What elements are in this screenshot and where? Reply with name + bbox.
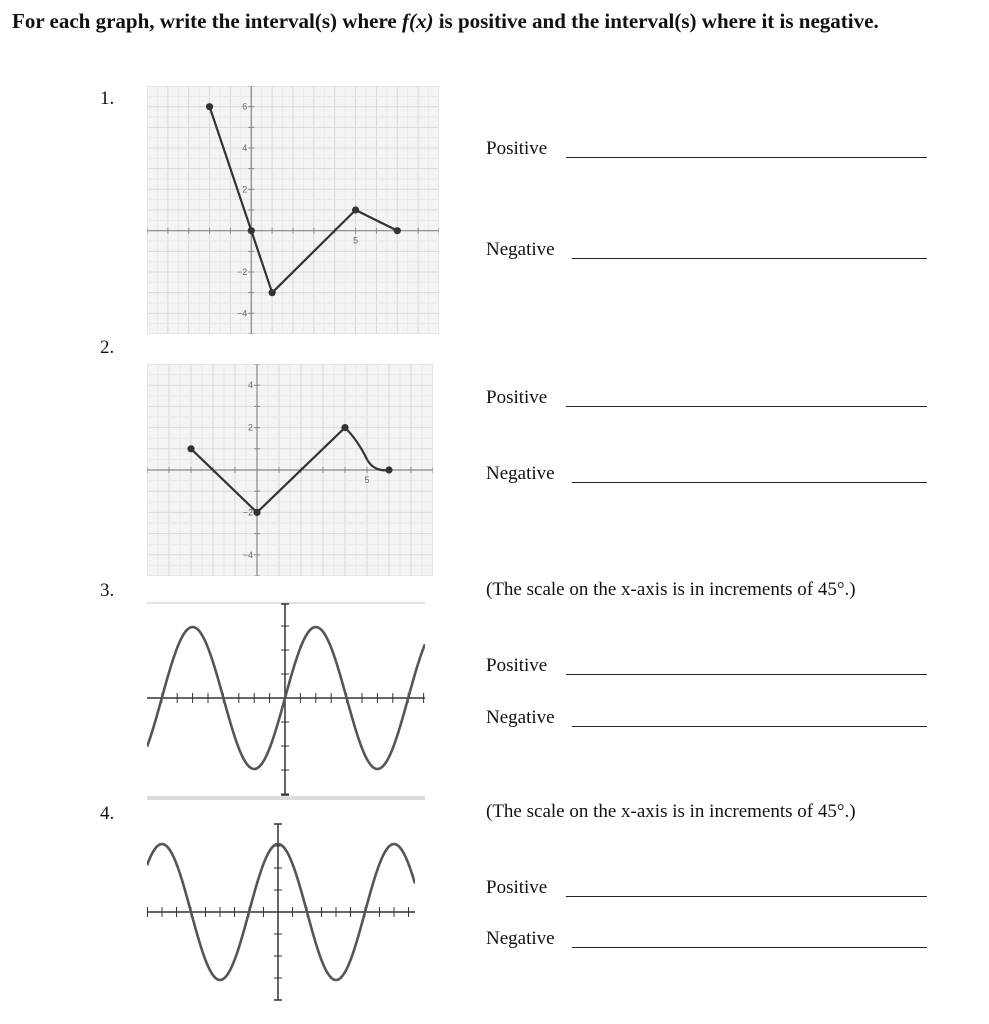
endpoint-dot — [341, 424, 348, 431]
graph-3 — [147, 602, 425, 800]
endpoint-dot — [248, 227, 255, 234]
endpoint-dot — [385, 466, 392, 473]
instructions: For each graph, write the interval(s) where f(x) is positive and the interval(s) where it is negative. — [12, 9, 879, 33]
q3-negative-answer-line[interactable] — [572, 726, 927, 727]
y-tick-label: 4 — [242, 143, 248, 153]
q3-scale-note: (The scale on the x-axis is in increments of 45°.) — [486, 579, 856, 600]
y-tick-label: 4 — [247, 380, 253, 391]
endpoint-dot — [352, 206, 359, 213]
y-tick-label: −2 — [242, 507, 253, 518]
y-tick-label: −4 — [237, 308, 248, 319]
q2-positive-label: Positive — [486, 387, 548, 408]
function-notation: f(x) — [401, 9, 434, 33]
graph-1 — [147, 86, 439, 334]
q4-positive-label: Positive — [486, 877, 548, 898]
y-tick-label: −2 — [237, 267, 248, 277]
endpoint-dot — [206, 103, 213, 110]
q3-negative-label: Negative — [486, 707, 555, 728]
q2-negative-answer-line[interactable] — [572, 482, 927, 483]
q2-negative-label: Negative — [486, 463, 555, 484]
y-tick-label: 2 — [242, 184, 248, 195]
y-tick-label: 6 — [242, 101, 248, 112]
question-3-number: 3. — [100, 580, 115, 601]
q4-negative-label: Negative — [486, 928, 555, 949]
q1-negative-label: Negative — [486, 239, 555, 260]
q4-scale-note: (The scale on the x-axis is in increments of 45°.) — [486, 801, 856, 822]
q1-negative-answer-line[interactable] — [572, 258, 927, 259]
q1-positive-answer-line[interactable] — [566, 157, 927, 158]
graph-4 — [147, 820, 415, 1004]
question-4-number: 4. — [100, 803, 115, 824]
graph-2 — [147, 364, 433, 576]
q3-positive-answer-line[interactable] — [566, 674, 927, 675]
q2-positive-answer-line[interactable] — [566, 406, 927, 407]
question-2-number: 2. — [100, 337, 115, 358]
q4-negative-answer-line[interactable] — [572, 947, 927, 948]
y-tick-label: −4 — [242, 549, 253, 560]
q1-positive-label: Positive — [486, 138, 548, 159]
endpoint-dot — [187, 445, 194, 452]
question-1-number: 1. — [100, 88, 115, 109]
x-tick-label: 5 — [353, 235, 359, 246]
y-tick-label: 2 — [247, 422, 253, 433]
q4-positive-answer-line[interactable] — [566, 896, 927, 897]
endpoint-dot — [269, 289, 276, 296]
x-tick-label: 5 — [364, 475, 370, 485]
endpoint-dot — [253, 509, 260, 516]
q3-positive-label: Positive — [486, 655, 548, 676]
endpoint-dot — [394, 227, 401, 234]
